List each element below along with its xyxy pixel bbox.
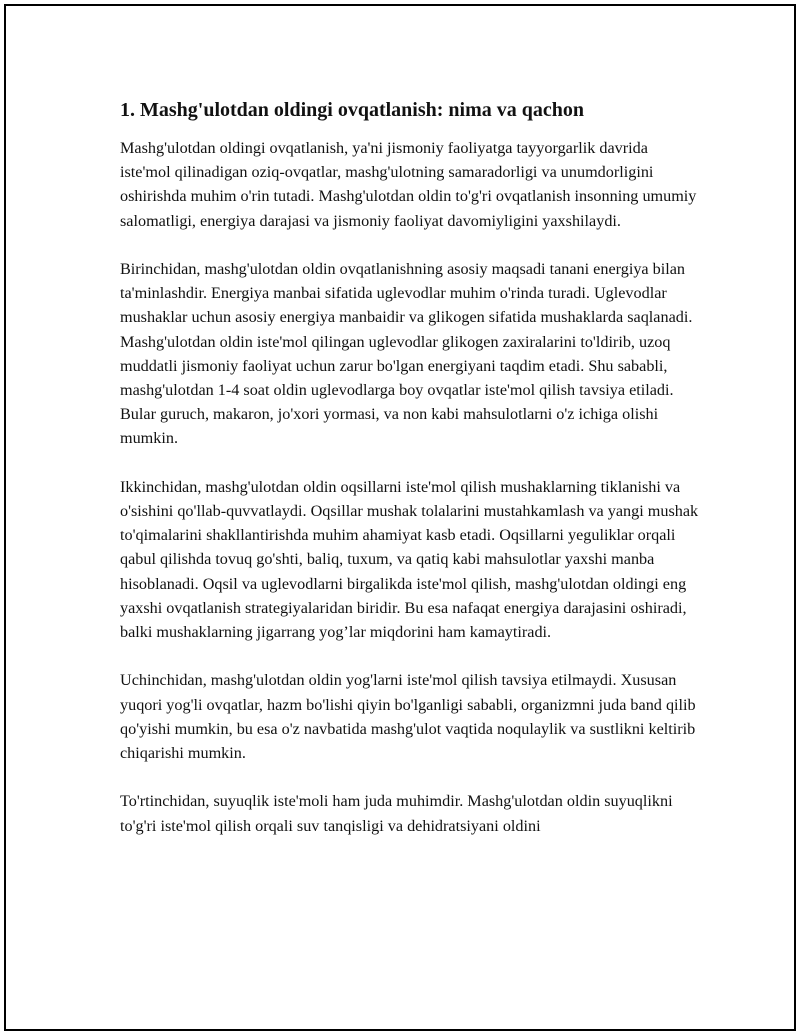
paragraph-fourth: To'rtinchidan, suyuqlik iste'moli ham juda muhimdir. Mashg'ulotdan oldin suyuqlikni to'g'ri iste'mol qilish orqali suv tanqisligi va dehidratsiyani oldini (120, 792, 673, 835)
paragraph-first: Birinchidan, mashg'ulotdan oldin ovqatlanishning asosiy maqsadi tanani energiya bilan ta'minlashdir. Energiya manbai sifatida uglevodlar muhim o'rinda turadi. Uglevodlar mushaklar uchun asosiy energiya manbaidir va glikogen sifatida mushaklarda saqlanadi. Mashg'ulotdan oldin iste'mol qilingan uglevodlar glikogen zaxiralarini to'ldirib, uzoq muddatli jismoniy faoliyat uchun zarur bo'lgan energiyani taqdim etadi. Shu sababli, mashg'ulotdan 1-4 soat oldin uglevodlarga boy ovqatlar iste'mol qilish tavsiya etiladi. Bular guruch, makaron, jo'xori yormasi, va non kabi mahsulotlarni o'z ichiga olishi mumkin. (120, 260, 693, 448)
paragraph-intro: Mashg'ulotdan oldingi ovqatlanish, ya'ni jismoniy faoliyatga tayyorgarlik davrida iste'mol qilinadigan oziq-ovqatlar, mashg'ulotning samaradorligi va unumdorligini oshirishda muhim o'rin tutadi. Mashg'ulotdan oldin to'g'ri ovqatlanish insonning umumiy salomatligi, energiya darajasi va jismoniy faoliyat davomiyligini yaxshilaydi. (120, 139, 697, 230)
paragraph-third: Uchinchidan, mashg'ulotdan oldin yog'larni iste'mol qilish tavsiya etilmaydi. Xususan yuqori yog'li ovqatlar, hazm bo'lishi qiyin bo'lganligi sababli, organizmni juda band qilib qo'yishi mumkin, bu esa o'z navbatida mashg'ulot vaqtida noqulaylik va sustlikni keltirib chiqarishi mumkin. (120, 671, 696, 763)
document-body (120, 96, 700, 862)
section-heading: 1. Mashg'ulotdan oldingi ovqatlanish: nima va qachon (120, 99, 585, 121)
paragraph-second: Ikkinchidan, mashg'ulotdan oldin oqsillarni iste'mol qilish mushaklarning tiklanishi va o'sishini qo'llab-quvvatlaydi. Oqsillar mushak tolalarini mustahkamlash va yangi mushak to'qimalarini shakllantirishda muhim ahamiyat kasb etadi. Oqsillarni yeguliklar orqali qabul qilishda tovuq go'shti, baliq, tuxum, va qatiq kabi mahsulotlar yaxshi manba hisoblanadi. Oqsil va uglevodlarni birgalikda iste'mol qilish, mashg'ulotdan oldingi eng yaxshi ovqatlanish strategiyalaridan biridir. Bu esa nafaqat energiya darajasini oshiradi, balki mushaklarning jigarrang yog’lar miqdorini ham kamaytiradi. (120, 477, 699, 642)
document-page (4, 4, 796, 1031)
